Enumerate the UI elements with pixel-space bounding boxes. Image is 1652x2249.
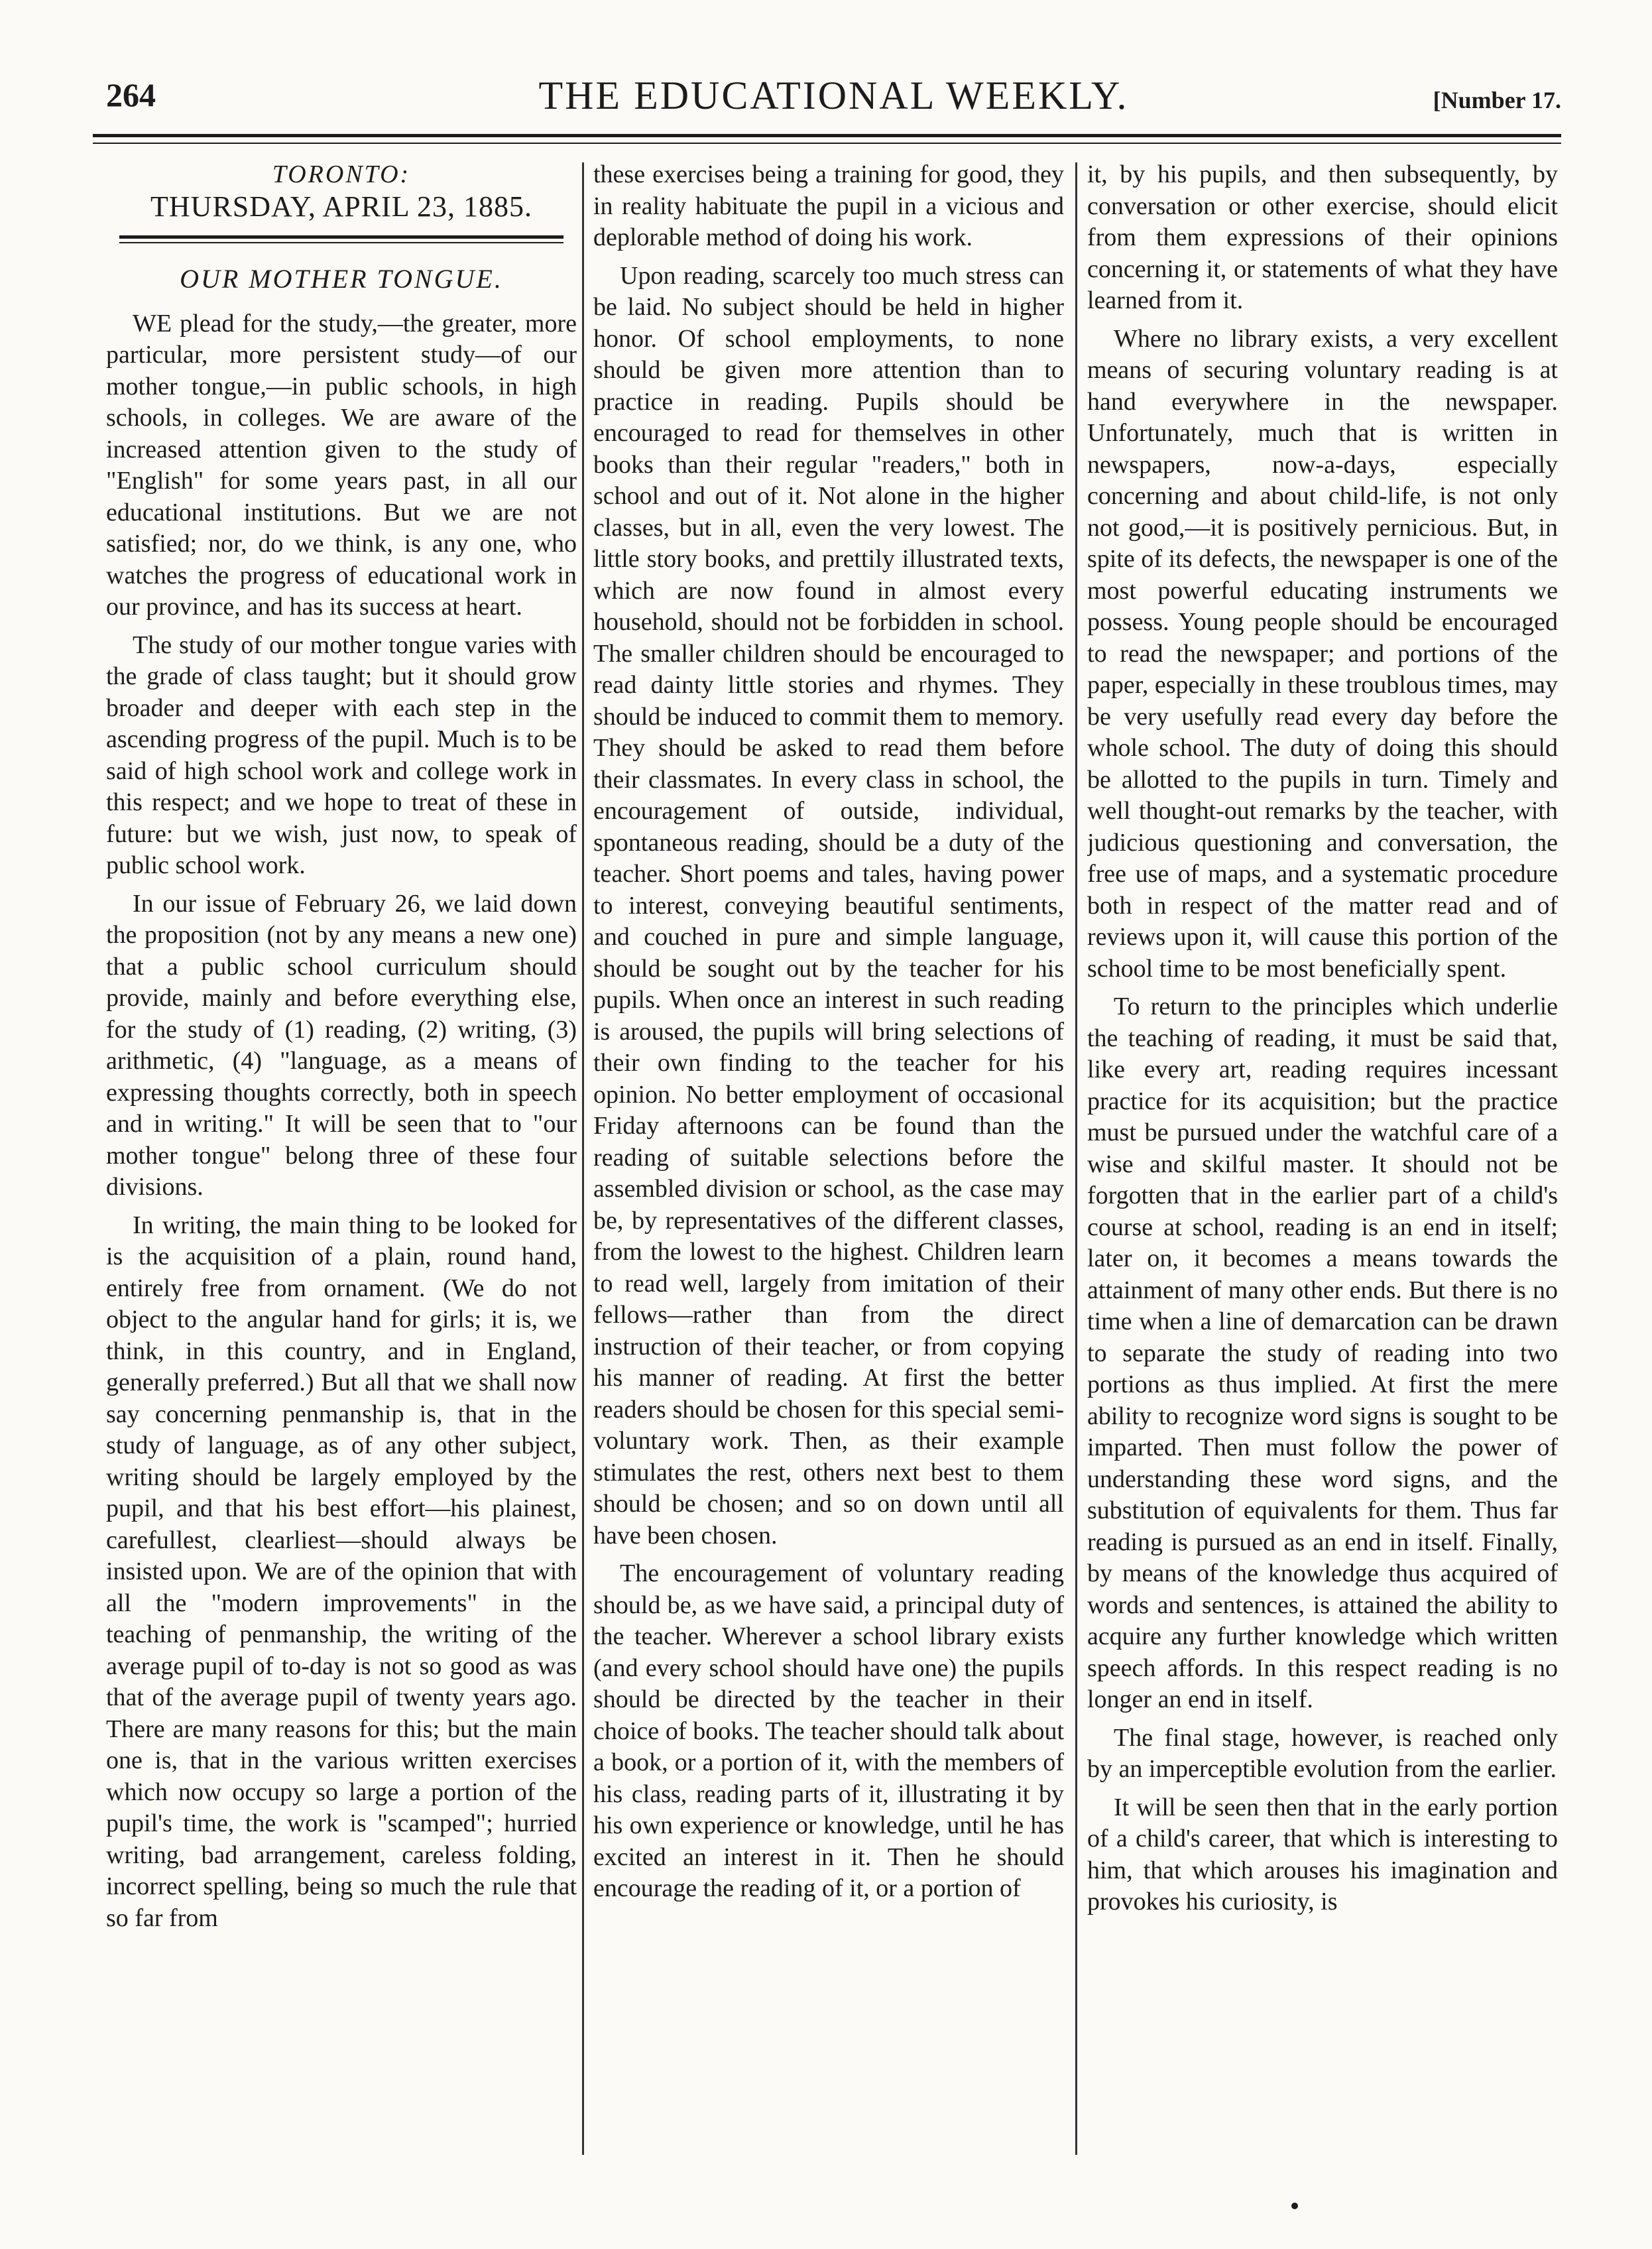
- article-paragraph: The encouragement of voluntary reading should be, as we have said, a principal duty of the teacher. Wherever a school library exists (and every school should have one) the pupils should be directed by the teacher in their choice of books. The teacher should talk about a book, or a portion of it, with the members of his class, reading parts of it, illustrating it by his own experience or knowledge, until he has excited an interest in it. Then he should encourage the reading of it, or a portion of: [593, 1559, 1064, 1902]
- column-divider: [582, 162, 584, 2155]
- article-paragraph: Where no library exists, a very excellent means of securing voluntary reading is at hand everywhere in the newspaper. Unfortunately, much that is written in newspapers, now-a-days, especially concerning and about child-life, is not only not good,—it is positively pernicious. But, in spite of its defects, the newspaper is one of the most powerful educating instruments we possess. Young people should be encouraged to read the newspaper; and portions of the paper, especially in these troublous times, may be very usefully read every day before the whole school. The duty of doing this should be allotted to the pupils in turn. Timely and well thought-out remarks by the teacher, with judicious questioning and conversation, the free use of maps, and a systematic procedure both in respect of the matter read and of reviews upon it, will cause this portion of the school time to be most beneficially spent.: [1087, 324, 1558, 983]
- article-paragraph: it, by his pupils, and then subsequently, by conversation or other exercise, should elicit from them expressions of their opinions concerning it, or statements of what they have learned from it.: [1087, 160, 1558, 314]
- article-paragraph: In writing, the main thing to be looked for is the acquisition of a plain, round hand, entirely free from ornament. (We do not object to the angular hand for girls; it is, we think, in this country, and in England, generally preferred.) But all that we shall now say concerning penmanship is, that in the study of language, as of any other subject, writing should be largely employed by the pupil, and that his best effort—his plainest, carefullest, clearliest—should always be insisted upon. We are of the opinion that with all the "modern improvements" in the teaching of penmanship, the writing of the average pupil of to-day is not so good as was that of the average pupil of twenty years ago. There are many reasons for this; but the main one is, that in the various written exercises which now occupy so large a portion of the pupil's time, the work is "scamped"; hurried writing, bad arrangement, careless folding, incorrect spelling, being so much the rule that so far from: [106, 1211, 577, 1932]
- article-paragraph: The study of our mother tongue varies with the grade of class taught; but it should grow broader and deeper with each step in the ascending progress of the pupil. Much is to be said of high school work and college work in this respect; and we hope to treat of these in future: but we wish, just now, to speak of public school work.: [106, 631, 577, 879]
- issue-number: [Number 17.: [1433, 87, 1561, 113]
- print-mark: [1291, 2203, 1298, 2209]
- article-title: OUR MOTHER TONGUE.: [180, 264, 503, 294]
- article-paragraph: It will be seen then that in the early portion of a child's career, that which is interesting to him, that which arouses his imagination and provokes his curiosity, is: [1087, 1793, 1558, 1915]
- column-1: [106, 159, 577, 2161]
- article-paragraph: WE plead for the study,—the greater, more particular, more persistent study—of our mother tongue,—in public schools, in high schools, in colleges. We are aware of the increased attention given to the study of "English" for some years past, in all our educational institutions. But we are not satisfied; nor, do we think, is any one, who watches the progress of educational work in our province, and has its success at heart.: [106, 309, 577, 621]
- article-paragraph: The final stage, however, is reached only by an imperceptible evolution from the earlier.: [1087, 1723, 1558, 1783]
- column-2: [593, 159, 1064, 2161]
- dateline: [106, 159, 577, 222]
- masthead-title: THE EDUCATIONAL WEEKLY.: [538, 74, 1129, 117]
- article-paragraph: To return to the principles which underlie the teaching of reading, it must be said that, like every art, reading requires incessant practice for its acquisition; but the practice must be pursued under the watchful care of a wise and skilful master. It should not be forgotten that in the earlier part of a child's course at school, reading is an end in itself; later on, it becomes a means towards the attainment of many other ends. But there is no time when a line of demarcation can be drawn to separate the study of reading into two portions as thus implied. At first the mere ability to recognize word signs is sought to be imparted. Then must follow the power of understanding these word signs, and the substitution of equivalents for them. Thus far reading is pursued as an end in itself. Finally, by means of the knowledge thus acquired of words and sentences, is attained the ability to acquire any further knowledge which written speech affords. In this respect reading is no longer an end in itself.: [1087, 993, 1558, 1713]
- dateline-date: THURSDAY, APRIL 23, 1885.: [150, 190, 532, 223]
- page-header: [106, 73, 1561, 126]
- page-number: 264: [106, 76, 156, 113]
- section-rule: [119, 235, 563, 243]
- header-rule: [93, 134, 1561, 137]
- dateline-place: TORONTO:: [272, 160, 411, 188]
- article-paragraph: Upon reading, scarcely too much stress can be laid. No subject should be held in higher honor. Of school employments, to none should be given more attention than to practice in reading. Pupils should be encouraged to read for themselves in other books than their regular "readers," both in school and out of it. Not alone in the higher classes, but in all, even the very lowest. The little story books, and prettily illustrated texts, which are now found in almost every household, should not be forbidden in school. The smaller children should be encouraged to read dainty little stories and rhymes. They should be induced to commit them to memory. They should be asked to read them before their classmates. In every class in school, the encouragement of outside, individual, spontaneous reading, should be a duty of the teacher. Short poems and tales, having power to interest, conveying beautiful sentiments, and couched in pure and simple language, should be sought out by the teacher for his pupils. When once an interest in such reading is aroused, the pupils will bring selections of their own finding to the teacher for his opinion. No better employment of occasional Friday afternoons can be found than the reading of suitable selections before the assembled division or school, as the case may be, by representatives of the different classes, from the lowest to the highest. Children learn to read well, largely from imitation of their fellows—rather than from the direct instruction of their teacher, or from copying his manner of reading. At first the better readers should be chosen for this special semi-voluntary work. Then, as their example stimulates the rest, others next best to them should be chosen; and so on down until all have been chosen.: [593, 261, 1064, 1550]
- article-paragraph: these exercises being a training for good, they in reality habituate the pupil in a vicious and deplorable method of doing his work.: [593, 160, 1064, 251]
- column-3: [1087, 159, 1558, 2161]
- column-divider: [1075, 162, 1077, 2155]
- article-paragraph: In our issue of February 26, we laid down the proposition (not by any means a new one) that a public school curriculum should provide, mainly and before everything else, for the study of (1) reading, (2) writing, (3) arithmetic, (4) "language, as a means of expressing thoughts correctly, both in speech and in writing." It will be seen that to "our mother tongue" belong three of these four divisions.: [106, 889, 577, 1201]
- header-rule-thin: [93, 143, 1561, 144]
